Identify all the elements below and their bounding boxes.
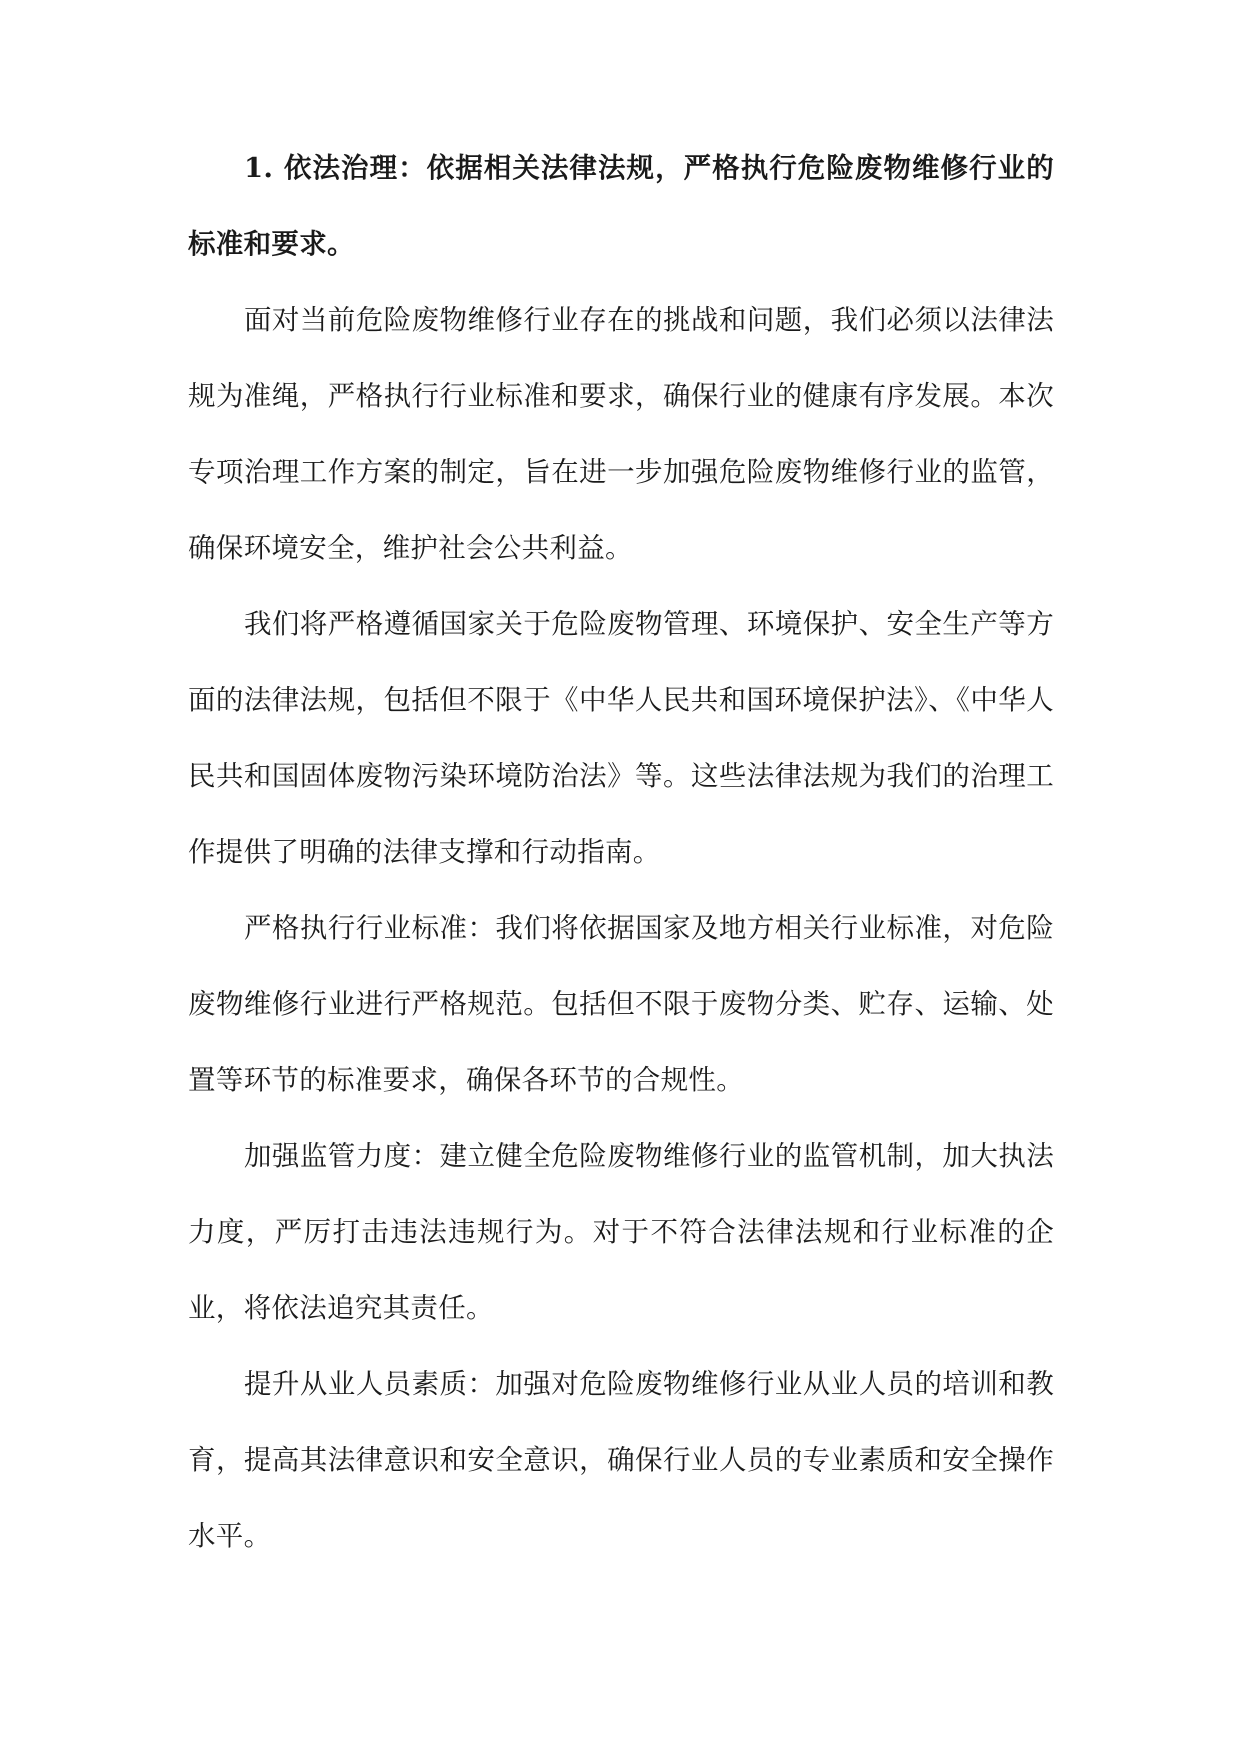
paragraph-personnel: 提升从业人员素质：加强对危险废物维修行业从业人员的培训和教育，提高其法律意识和安全意识，确保行业人员的专业素质和安全操作水平。 [188,1368,1054,1552]
paragraph-intro: 面对当前危险废物维修行业存在的挑战和问题，我们必须以法律法规为准绳，严格执行行业标准和要求，确保行业的健康有序发展。本次专项治理工作方案的制定，旨在进一步加强危险废物维修行业的监管，确保环境安全，维护社会公共利益。 [188,304,1054,564]
paragraph-laws: 我们将严格遵循国家关于危险废物管理、环境保护、安全生产等方面的法律法规，包括但不限于《中华人民共和国环境保护法》、《中华人民共和国固体废物污染环境防治法》等。这些法律法规为我们的治理工作提供了明确的法律支撑和行动指南。 [188,608,1054,868]
section-heading: 1. 依法治理：依据相关法律法规，严格执行危险废物维修行业的标准和要求。 [188,152,1054,260]
paragraph-supervision: 加强监管力度：建立健全危险废物维修行业的监管机制，加大执法力度，严厉打击违法违规行为。对于不符合法律法规和行业标准的企业，将依法追究其责任。 [188,1140,1054,1324]
document-page [188,130,1054,1574]
paragraph-standards: 严格执行行业标准：我们将依据国家及地方相关行业标准，对危险废物维修行业进行严格规范。包括但不限于废物分类、贮存、运输、处置等环节的标准要求，确保各环节的合规性。 [188,912,1054,1096]
